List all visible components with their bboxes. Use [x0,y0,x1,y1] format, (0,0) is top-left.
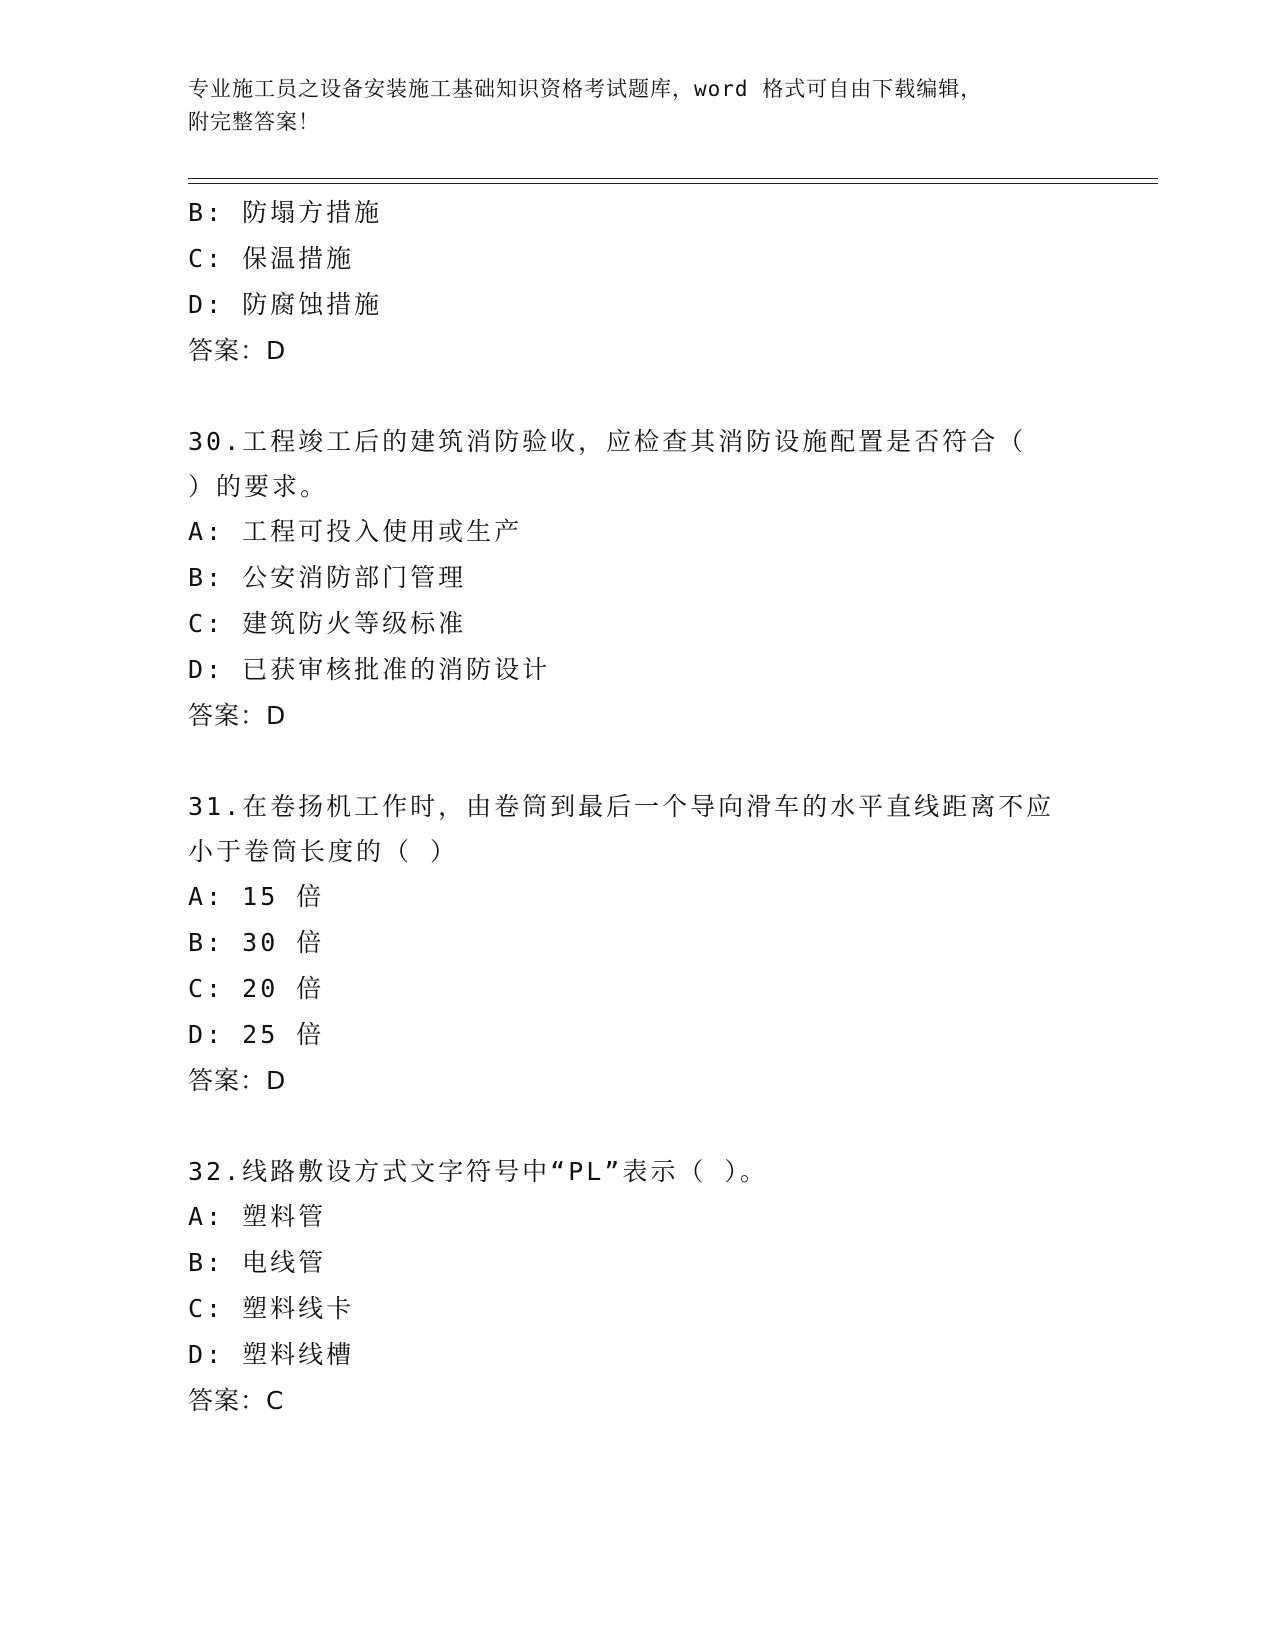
question-text-line2: ）的要求。 [188,472,329,501]
option-a: A: 塑料管 [188,1202,327,1231]
option-c: C: 建筑防火等级标准 [188,609,467,638]
document-header [188,73,1088,139]
header-divider-bottom [188,183,1158,184]
question-text-line1: 32.线路敷设方式文字符号中“PL”表示（ ）。 [188,1157,768,1186]
question-block-30 [188,419,1088,739]
option-d: D: 25 倍 [188,1020,325,1049]
question-text [188,419,1068,509]
option-c: C: 20 倍 [188,974,325,1003]
header-title-line1: 专业施工员之设备安装施工基础知识资格考试题库，word 格式可自由下载编辑， [188,77,983,101]
question-text [188,1149,1068,1194]
answer-line: 答案：D [188,701,287,730]
option-b: B: 防塌方措施 [188,198,383,227]
option-b: B: 电线管 [188,1248,327,1277]
option-b: B: 30 倍 [188,928,325,957]
answer-line: 答案：D [188,1066,287,1095]
question-block-31 [188,784,1088,1104]
option-d: D: 塑料线槽 [188,1340,355,1369]
option-c: C: 保温措施 [188,244,355,273]
option-d: D: 防腐蚀措施 [188,290,383,319]
option-b: B: 公安消防部门管理 [188,563,467,592]
answer-line: 答案：C [188,1386,285,1415]
header-title-line2: 附完整答案！ [188,110,320,134]
question-block-32 [188,1149,1088,1424]
option-d: D: 已获审核批准的消防设计 [188,655,551,684]
option-a: A: 15 倍 [188,882,325,911]
question-text [188,784,1068,874]
answer-line: 答案：D [188,336,287,365]
header-divider-top [188,178,1158,179]
option-a: A: 工程可投入使用或生产 [188,517,523,546]
question-text-line1: 31.在卷扬机工作时，由卷筒到最后一个导向滑车的水平直线距离不应 [188,792,1055,821]
question-text-line1: 30.工程竣工后的建筑消防验收，应检查其消防设施配置是否符合（ [188,427,1027,456]
question-list [188,190,1088,1424]
question-text-line2: 小于卷筒长度的（ ） [188,837,459,866]
option-c: C: 塑料线卡 [188,1294,355,1323]
question-block-29 [188,190,1088,374]
